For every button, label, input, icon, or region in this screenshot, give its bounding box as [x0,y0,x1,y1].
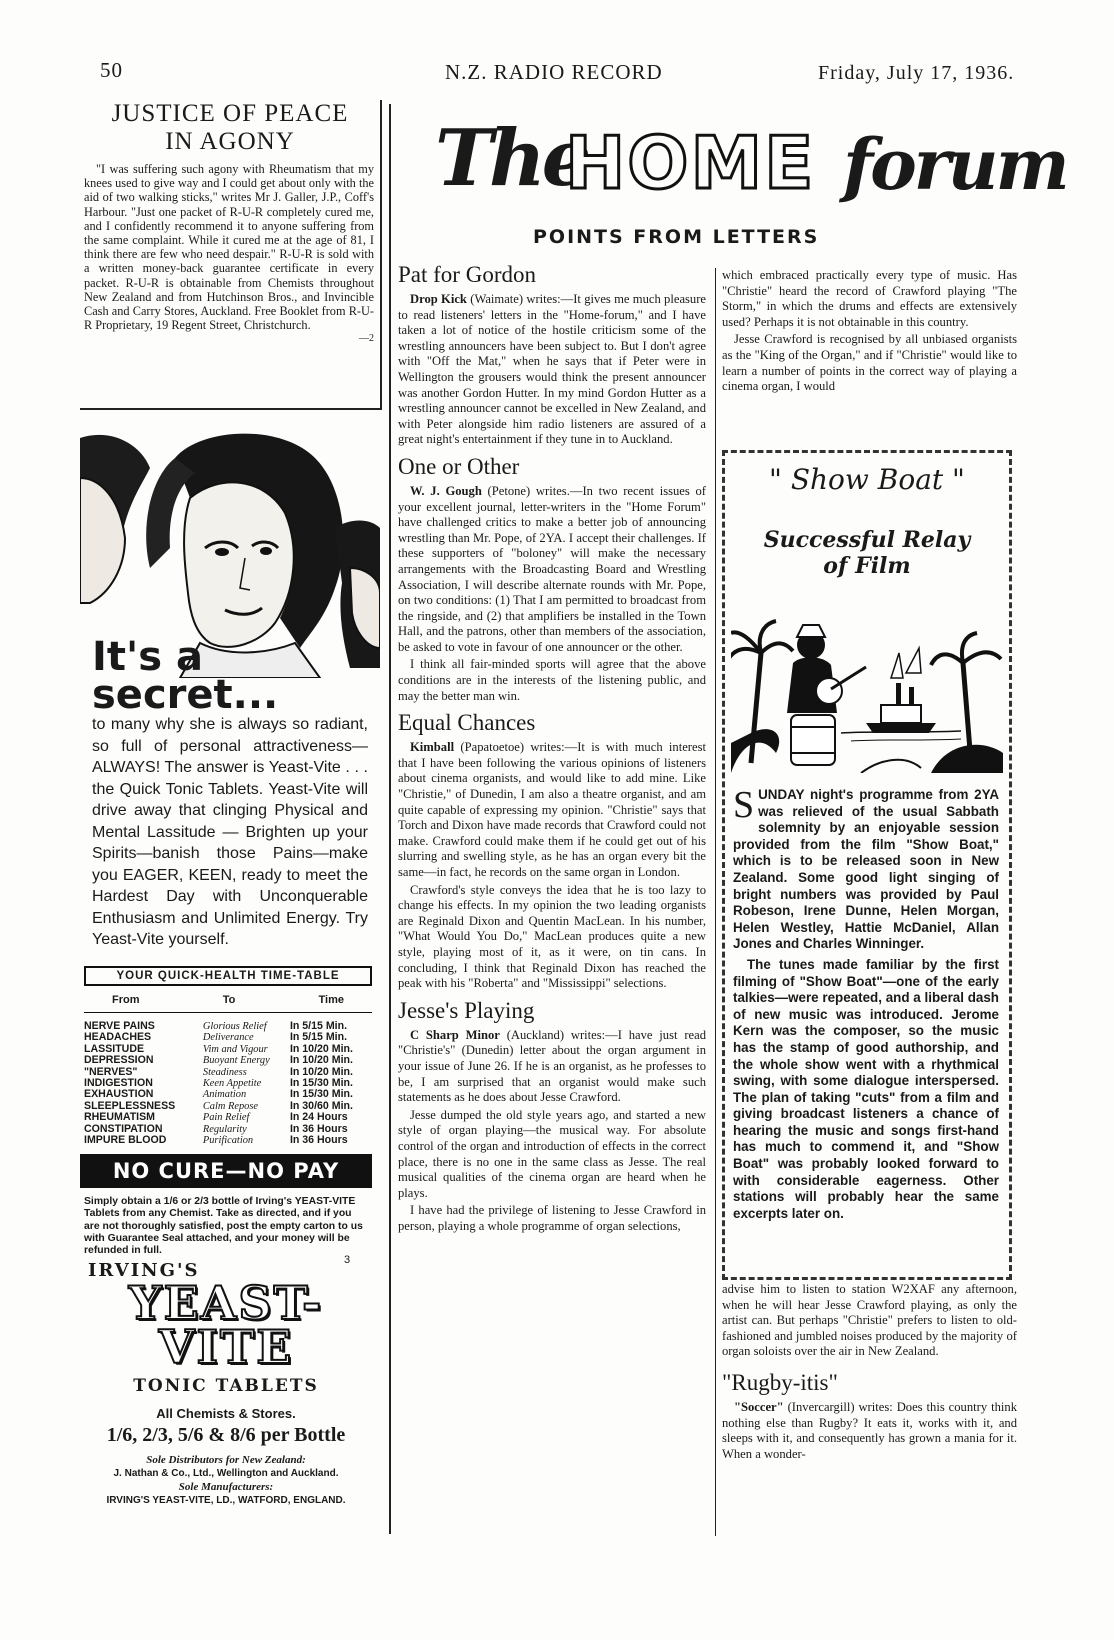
heading-jesses-playing: Jesse's Playing [398,997,535,1023]
issue-date: Friday, July 17, 1936. [818,62,1015,84]
time-cell: In 5/15 Min. [289,1020,348,1032]
heading-rugby-itis: "Rugby-itis" [722,1369,838,1395]
right-top-p2: Jesse Crawford is recognised by all unbiased organists as the "King of the Organ," and if "Christie" would like to learn a number of points in the correct way of playing a cinema organ, I would [722,332,1017,394]
page-number: 50 [100,58,123,82]
timetable-row [84,1135,372,1146]
rugby-itis-p1: "Soccer" (Invercargill) writes: Does this country think nothing else than Rugby? It eats it, works with it, and sleeps with it, and consequently has grown a mania for it. When a wonder- [722,1399,1017,1461]
ailment-cell: LASSITUDE [84,1042,145,1055]
no-cure-banner: NO CURE—NO PAY [80,1154,372,1188]
brand-vite: VITE [158,1320,294,1374]
pat-for-gordon-p1: Drop Kick (Waimate) writes:—It gives me much pleasure to read listeners' letters in the "Home-forum," and I have taken a lot of notice of the hostile criticism some of the wrestling announcers have been subject to. But I don't agree with "Off the Mat," when he says that if Peter were in Wellington the grousers would think the present announcer was another Gordon Hutter. In my mind Gordon Hutter as a wrestling announcer cannot be excelled in New Zealand, and with Peter alongside him radio listeners are assured of a great night's entertainment if they tune in to Auckland. [398,292,707,447]
equal-chances-p1: Kimball (Papatoetoe) writes:—It is with much interest that I have been following the various opinions of listeners about cinema organists, and would like to add mine. Like "Christie," of Dunedin, I am also a theatre organist, and am quite capable of expressing my opinion. "Christie" says that Torch and Dixon have made records that Crawford could not make. Crawford could make them if he could get out of his slurring and swelling style, as he has an organ every bit the same—in fact, he records on the same organ in London. [398,740,706,879]
equal-chances-p2: Crawford's style conveys the idea that he is too lazy to change his effects. In my opinion the two leading organists are Reginald Dixon and Quentin MacLean. In his number, "What Would You Do," MacLean produces quite a new style, playing most of it, as it were, on tin cans. In concluding, I think that Reginald Dixon has reached the peak with his "Roberta" and "Mississippi" selections. [398,882,706,991]
remedy-cell: Deliverance [202,1032,254,1044]
time-cell: In 15/30 Min. [289,1077,353,1090]
heading-equal-chances: Equal Chances [398,710,536,736]
timetable-header-from: From [112,994,140,1006]
middle-column [398,262,706,1236]
yeastvite-advert [80,418,380,1538]
ailment-cell: SLEEPLESSNESS [84,1099,176,1112]
time-cell: In 36 Hours [289,1134,348,1147]
timetable-header-time: Time [318,994,344,1006]
ailment-cell: DEPRESSION [84,1054,154,1067]
guarantee-text: Simply obtain a 1/6 or 2/3 bottle of Irving's YEAST-VITE Tablets from any Chemist. Take as directed, and if you are not thoroughly satisfied, post the empty carton to us with Guarantee Seal attached, and your money will be refunded in full. [84,1196,363,1257]
manufacturers-line: IRVING'S YEAST-VITE, LD., WATFORD, ENGLAND. [106,1495,346,1506]
ailment-cell: IMPURE BLOOD [84,1134,167,1147]
brand-mark: 3 [344,1254,351,1266]
yeastvite-headline-2: secret... [92,672,279,718]
column-rule-mid [715,268,716,1536]
right-column-bottom [722,1282,1017,1464]
timetable-row [84,1055,372,1066]
brand-irvings: IRVING'S [88,1260,200,1281]
one-or-other-p2: I think all fair-minded sports will agree that the above conditions are in the interests of the listening public, and may the better man win. [398,657,706,703]
right-bottom-p1: advise him to listen to station W2XAF any afternoon, when he will hear Jesse Crawford playing, as only the artist can. But perhaps "Christie" prefers to listen to old-fashioned and jumbled noises produced by the majority of organ soloists over the air in New Zealand. [722,1282,1017,1359]
time-cell: In 36 Hours [289,1122,348,1135]
health-timetable [84,966,372,1146]
rur-ref: —2 [359,333,374,345]
brand-yeast: YEAST- [128,1276,324,1330]
show-boat-p2: The tunes made familiar by the first filming of "Show Boat"—one of the early talkies—were repeated, and a liberal dash of new music was introduced. Jerome Kern was the composer, so the music has the stamp of good authorship, and the whole show went with a rhythmical swing, with some dialogue interspersed. The plan of taking "cuts" from a film and giving broadcast listeners a chance of hearing the music and songs first-hand has much to commend it, and "Show Boat" was probably looked forward to with considerable eagerness. Other stations will probably hear the same excerpts later on. [733,956,999,1221]
masthead-home: HOME [565,121,816,205]
heading-one-or-other: One or Other [398,453,520,479]
show-boat-subtitle-1: Successful Relay [763,527,971,553]
one-or-other-p1: W. J. Gough (Petone) writes.—In two recent issues of your excellent journal, letter-writers in the "Home Forum" have challenged critics to make a better job of announcing wrestling than Mr. Pope, of 2YA. I accept their challenges. If these supporters of "boloney" will make the necessary arrangements with the Broadcasting Board and Wrestling Association, I will describe alternate rounds with Mr. Pope, on two conditions: (1) That I am permitted to broadcast from the ringside, and (2) that amplifiers be installed in the Town Hall, and the patrons, other than members of the association, be asked to vote in favour of one announcer or the other. [398,483,706,654]
prices-line: 1/6, 2/3, 5/6 & 8/6 per Bottle [106,1424,346,1446]
ailment-cell: NERVE PAINS [84,1020,155,1032]
column-rule-left [389,104,391,1534]
yeastvite-headline-1: It's a [92,634,203,680]
stores-line: All Chemists & Stores. [156,1406,296,1421]
timetable-header-to: To [222,994,236,1006]
time-cell: In 30/60 Min. [289,1099,353,1112]
show-boat-p1: SUNDAY night's programme from 2YA was relieved of the usual Sabbath solemnity by an enjoyable session provided from the film "Show Boat," which is to be released soon in New Zealand. Some good light singing of bright numbers was provided by Paul Robeson, Irene Dunne, Helen Morgan, Helen Westley, Hattie McDaniel, Allan Jones and Charles Winninger. [733,784,999,952]
show-boat-dropcap: S [733,784,755,826]
remedy-cell: Vim and Vigour [202,1043,268,1055]
masthead-forum: forum [843,123,1067,206]
remedy-cell: Animation [202,1089,247,1101]
time-cell: In 5/15 Min. [289,1031,348,1044]
distributors-line: J. Nathan & Co., Ltd., Wellington and Auckland. [113,1468,339,1479]
ailment-cell: HEADACHES [84,1031,152,1044]
show-boat-illustration [731,593,1003,773]
remedy-cell: Steadiness [202,1066,247,1078]
jesses-playing-p2: Jesse dumped the old style years ago, and started a new style of organ playing—the musical way. For absolute control of the organ and introduction of effects in the correct place, there is no one in the same class as Jesse. The real musical qualities of the cinema organ are heard when he plays. [398,1107,706,1200]
publication-title: N.Z. RADIO RECORD [445,60,663,84]
jesses-playing-p3: I have had the privilege of listening to Jesse Crawford in person, playing a whole programme of organ selections, [398,1203,706,1233]
rur-headline-1: JUSTICE OF PEACE [111,100,349,127]
rur-headline-2: IN AGONY [165,128,295,155]
heading-pat-for-gordon: Pat for Gordon [398,262,536,287]
time-cell: In 10/20 Min. [289,1042,353,1055]
show-boat-text [733,784,999,1222]
show-boat-subtitle-2: of Film [823,553,911,579]
brand-tonic-tablets: TONIC TABLETS [133,1376,319,1396]
distributors-label: Sole Distributors for New Zealand: [146,1454,306,1466]
ailment-cell: CONSTIPATION [84,1122,163,1135]
remedy-cell: Buoyant Energy [202,1055,270,1067]
yeastvite-body: to many why she is always so radiant, so full of personal attractiveness—ALWAYS! The answer is Yeast-Vite . . . the Quick Tonic Tablets. Yeast-Vite will drive away that clinging Physical and Mental Lassitude — Brighten up your Spirits—banish those Pains—make you EAGER, KEEN, ready to meet the Hardest Day with Unconquerable Enthusiasm and Unlimited Energy. Try Yeast-Vite yourself. [92,716,368,948]
remedy-cell: Regularity [202,1123,247,1135]
masthead-subtitle: POINTS FROM LETTERS [533,226,820,248]
right-top-p1: which embraced practically every type of music. Has "Christie" heard the record of Crawford playing "The Storm," in which the drums and effects are extensively used? Perhaps it is not obtainable in this country. [722,268,1017,329]
show-boat-box [722,450,1012,1280]
remedy-cell: Calm Repose [202,1100,258,1112]
remedy-cell: Purification [202,1135,254,1147]
time-cell: In 10/20 Min. [289,1065,353,1078]
remedy-cell: Keen Appetite [202,1078,262,1090]
time-cell: In 10/20 Min. [289,1054,353,1067]
manufacturers-label: Sole Manufacturers: [178,1481,274,1493]
ailment-cell: "NERVES" [84,1065,138,1078]
rur-advert [80,100,382,410]
right-column-top [722,268,1017,397]
timetable-title: YOUR QUICK-HEALTH TIME-TABLE [84,966,372,986]
ailment-cell: EXHAUSTION [84,1088,154,1101]
remedy-cell: Pain Relief [202,1112,250,1124]
timetable-rows [84,1021,372,1146]
timetable-row [84,1112,372,1123]
ailment-cell: RHEUMATISM [84,1111,156,1124]
rur-body: "I was suffering such agony with Rheumatism that my knees used to give way and I could get about only with the aid of two walking sticks," writes Mr J. Galler, J.P., Coff's Harbour. "Just one packet of R-U-R completely cured me, and I confidently recommend it to anyone suffering from the same complaint. While it cured me at the age of 81, I think there are few who need despair." R-U-R is sold with a written money-back guarantee certificate in every packet. R-U-R is obtainable from Chemists throughout New Zealand and from Hutchinson Bros., and Invincible Cash and Carry Stores, Auckland. Free Booklet from R-U-R Proprietary, 19 Regent Street, Christchurch. [84,162,374,333]
show-boat-title: " Show Boat " [769,463,965,496]
jesses-playing-p1: C Sharp Minor (Auckland) writes:—I have just read "Christie's" (Dunedin) letter about the organ argument in your issue of June 26. If he is an organist, as he professes to be, I am surprised that an organist would make such statements as he does about Jesse Crawford. [398,1027,706,1105]
masthead [415,112,1067,262]
remedy-cell: Glorious Relief [202,1021,267,1032]
time-cell: In 15/30 Min. [289,1088,353,1101]
time-cell: In 24 Hours [289,1111,348,1124]
masthead-the: The [435,113,588,204]
ailment-cell: INDIGESTION [84,1077,153,1090]
